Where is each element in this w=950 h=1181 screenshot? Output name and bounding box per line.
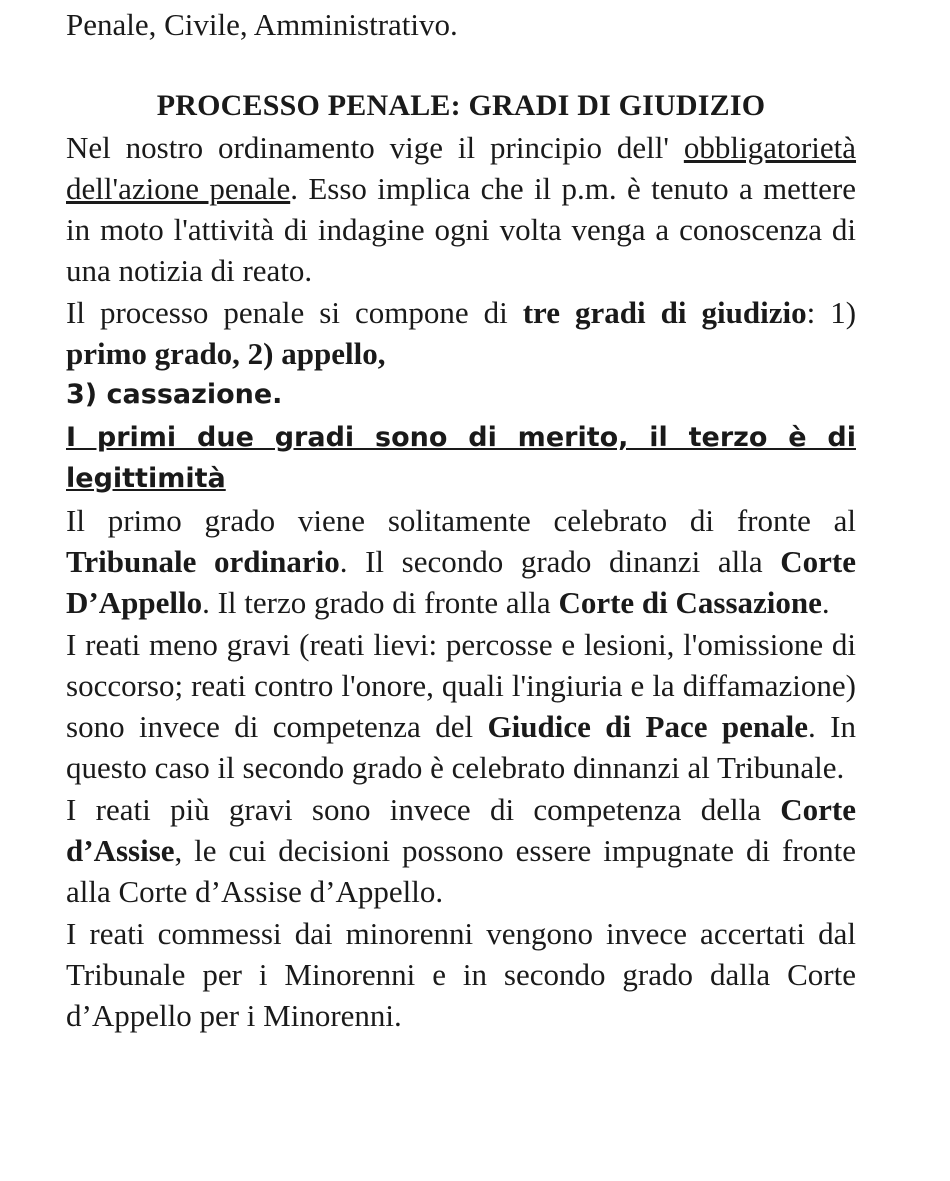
p2-bold-cassazione: 3) cassazione. <box>66 379 283 410</box>
subheading-merito-legittimita <box>66 417 856 499</box>
p2-text-c: : 1) <box>806 295 857 330</box>
paragraph-gradi-cassazione <box>66 374 856 415</box>
p3-text-c: . Il secondo grado dinanzi alla <box>339 544 781 579</box>
p3-bold-appello: Corte D’Appello <box>66 544 857 620</box>
p1-text-b: . Esso implica che il p.m. è tenuto a mettere in moto l'attività di indagine ogni volta venga a conoscenza di una notizia di reato. <box>66 171 856 288</box>
p4-bold-giudice: Giudice di Pace penale <box>487 709 809 744</box>
p3-bold-cassazione: Corte di Cassazione <box>558 585 822 620</box>
p3-text-e: . <box>821 585 830 620</box>
p1-text-a: Nel nostro ordinamento vige il principio dell' <box>66 130 669 165</box>
paragraph-reati-gravi <box>66 789 856 912</box>
p2-text-a: Il processo penale si compone di <box>66 295 523 330</box>
p4-text-a: I reati meno gravi (reati lievi: percosse e lesioni, l'omissione di soccorso; reati contro l'onore, quali l'ingiuria e la diffamazione) sono invece di competenza del <box>66 627 856 744</box>
p3-bold-tribunale: Tribunale ordinario <box>66 544 340 579</box>
paragraph-obbligatorieta <box>66 127 856 291</box>
paragraph-reati-lievi <box>66 624 856 788</box>
p6-text-a: I reati commessi dai minorenni vengono invece accertati dal Tribunale per i Minorenni e in secondo grado dalla Corte d’Appello per i Minorenni. <box>66 916 856 1033</box>
p5-text-a: I reati più gravi sono invece di competenza della <box>66 792 781 827</box>
p1-underlined-term: obbligatorietà dell'azione penale <box>66 130 857 206</box>
p5-bold-assise: Corte d’Assise <box>66 792 856 868</box>
subhead-line-2: legittimità <box>66 463 226 494</box>
p4-text-c: . In questo caso il secondo grado è celebrato dinnanzi al Tribunale. <box>66 709 856 785</box>
p5-text-c: , le cui decisioni possono essere impugnate di fronte alla Corte d’Assise d’Appello. <box>66 833 856 909</box>
document-page <box>66 4 856 1036</box>
p3-text-d: . Il terzo grado di fronte alla <box>202 585 559 620</box>
section-heading: PROCESSO PENALE: GRADI DI GIUDIZIO <box>156 89 766 122</box>
p2-bold-list: primo grado, 2) appello, <box>66 336 386 371</box>
top-line <box>66 4 856 45</box>
p2-bold-gradi: tre gradi di giudizio <box>522 295 807 330</box>
paragraph-tribunali <box>66 500 856 623</box>
paragraph-gradi <box>66 292 856 374</box>
p3-text-a: Il primo grado viene solitamente celebrato di fronte al <box>66 503 856 538</box>
subhead-line-1: I primi due gradi sono di merito, il terzo è di <box>66 422 856 453</box>
paragraph-minorenni <box>66 913 856 1036</box>
top-text: Penale, Civile, Amministrativo. <box>66 7 458 42</box>
